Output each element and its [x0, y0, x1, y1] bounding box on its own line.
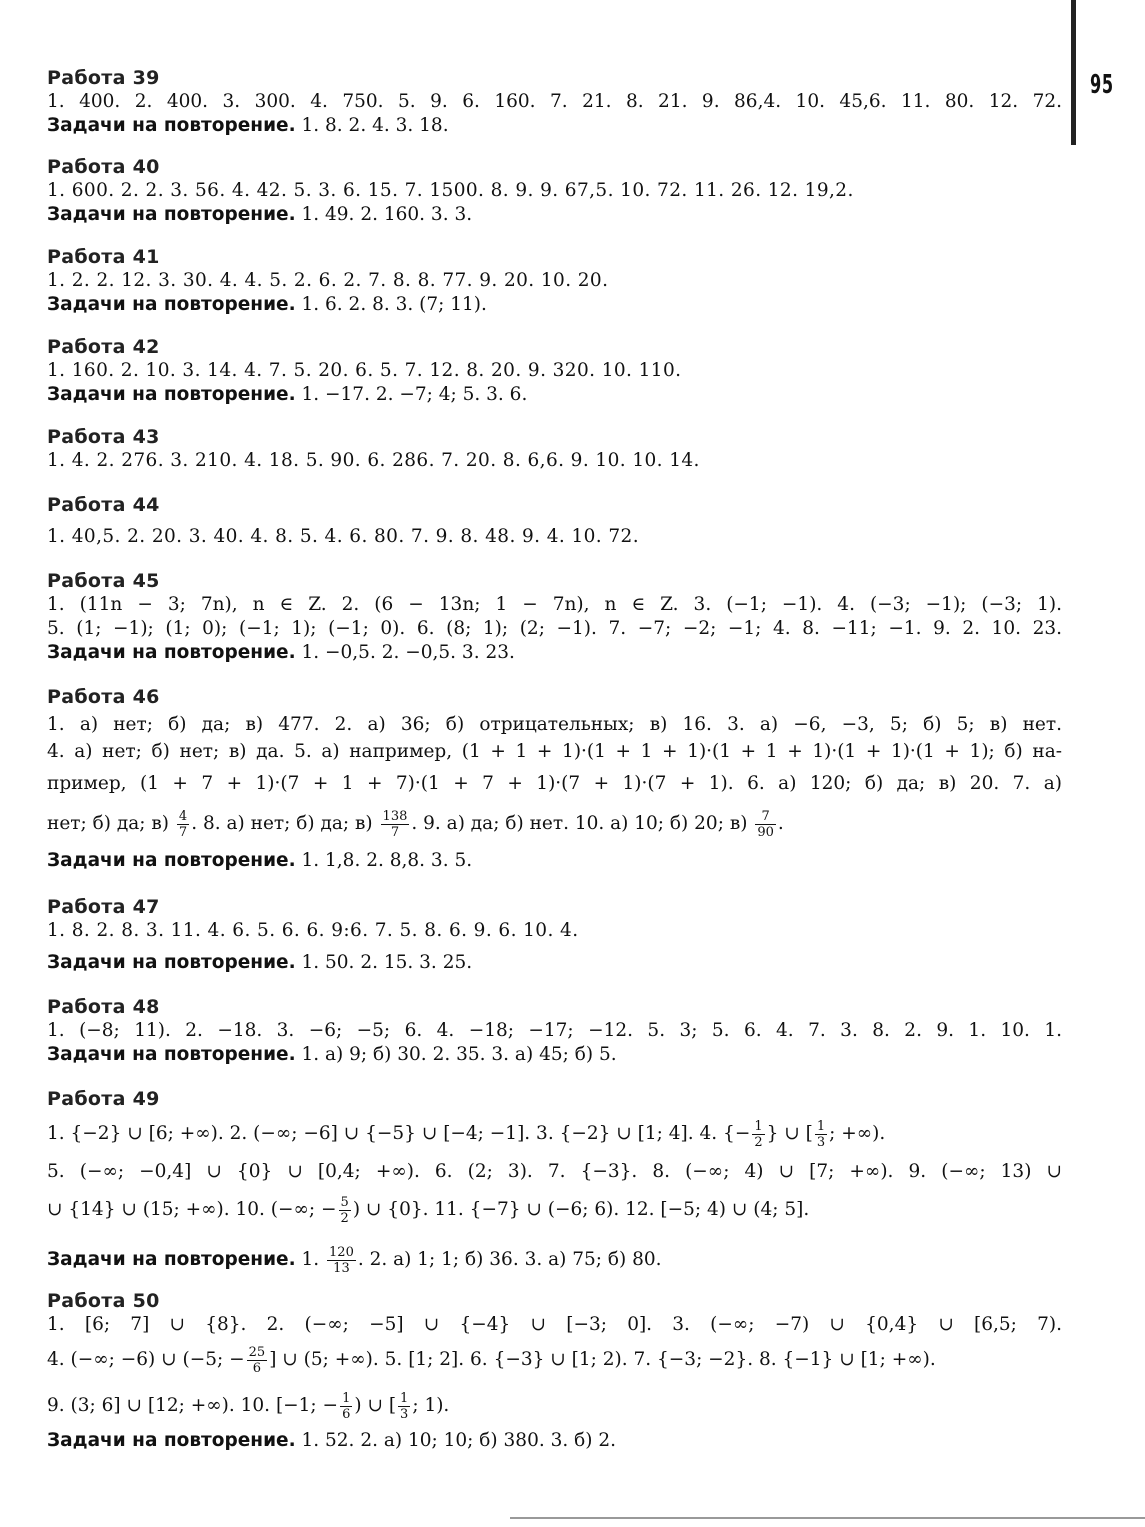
review-text: 1. −0,5. 2. −0,5. 3. 23. [295, 642, 515, 663]
text-part: . 8. а) нет; б) да; в) [191, 813, 379, 834]
answer-line: 5. (1; −1); (1; 0); (−1; 1); (−1; 0). 6. (8; 1); (2; −1). 7. −7; −2; −1; 4. 8. −11; −1. 9. 2. 10. 23. [47, 618, 1062, 639]
answer-line: пример, (1 + 7 + 1)·(7 + 1 + 7)·(1 + 7 + 1)·(7 + 1)·(7 + 1). 6. а) 120; б) да; в) 20. 7. а) [47, 773, 1062, 794]
denominator: 3 [816, 1134, 826, 1150]
review-line [47, 293, 1062, 317]
section-title: Работа 49 [47, 1088, 160, 1110]
denominator: 7 [178, 824, 188, 840]
fraction [752, 1119, 764, 1150]
review-text: 1. а) 9; б) 30. 2. 35. 3. а) 45; б) 5. [295, 1044, 617, 1065]
section-40 [47, 155, 1062, 227]
text-part: ) ∪ [ [354, 1395, 397, 1416]
section-48 [47, 995, 1062, 1067]
text-part: 9. (3; 6] ∪ [12; +∞). 10. [−1; − [47, 1395, 339, 1416]
numerator: 138 [382, 808, 408, 824]
numerator: 7 [755, 809, 776, 825]
answer-line: 5. (−∞; −0,4] ∪ {0} ∪ [0,4; +∞). 6. (2; 3). 7. {−3}. 8. (−∞; 4) ∪ [7; +∞). 9. (−∞; 13) ∪ [47, 1161, 1062, 1182]
review-text: 1. 8. 2. 4. 3. 18. [295, 115, 449, 136]
section-45 [47, 569, 1062, 665]
answer-line: 1. 2. 2. 12. 3. 30. 4. 4. 5. 2. 6. 2. 7. 8. 8. 77. 9. 20. 10. 20. [47, 270, 609, 291]
fraction [398, 1391, 410, 1422]
fraction [755, 809, 776, 840]
text-part: . 9. а) да; б) нет. 10. а) 10; б) 20; в) [411, 813, 754, 834]
section-42 [47, 335, 1062, 407]
numerator: 1 [816, 1118, 826, 1134]
answer-line: 1. 4. 2. 276. 3. 210. 4. 18. 5. 90. 6. 286. 7. 20. 8. 6,6. 9. 10. 10. 14. [47, 450, 700, 471]
denominator: 6 [342, 1406, 351, 1422]
answer-line-with-fractions [47, 1383, 1062, 1429]
denominator: 90 [757, 824, 774, 840]
fraction [327, 1245, 356, 1276]
answer-line: 1. [6; 7] ∪ {8}. 2. (−∞; −5] ∪ {−4} ∪ [−3; 0]. 3. (−∞; −7) ∪ {0,4} ∪ [6,5; 7). [47, 1314, 1062, 1335]
review-label: Задачи на повторение. [47, 1044, 296, 1065]
review-label: Задачи на повторение. [47, 1430, 296, 1451]
review-label: Задачи на повторение. [47, 642, 296, 663]
text-part: 1. {−2} ∪ [6; +∞). 2. (−∞; −6] ∪ {−5} ∪ [−4; −1]. 3. {−2} ∪ [1; 4]. 4. [47, 1123, 724, 1144]
review-label: Задачи на повторение. [47, 384, 296, 405]
answer-line-with-fractions [47, 1111, 1062, 1157]
answer-line: 1. а) нет; б) да; в) 477. 2. а) 36; б) отрицательных; в) 16. 3. а) −6, −3, 5; б) 5; в) нет. [47, 714, 1062, 735]
review-line [47, 203, 1062, 227]
answer-line: 4. а) нет; б) нет; в) да. 5. а) например, (1 + 1 + 1)·(1 + 1 + 1)·(1 + 1 + 1)·(1 + 1)·(1 + 1); б) на- [47, 741, 1062, 762]
section-title: Работа 47 [47, 896, 160, 918]
text-part: ; +∞). [829, 1123, 886, 1144]
fraction [177, 809, 189, 840]
denominator: 3 [400, 1406, 409, 1422]
review-line [47, 849, 1062, 873]
section-title: Работа 43 [47, 426, 160, 448]
answer-line-with-fractions [47, 801, 1062, 847]
review-line [47, 641, 1062, 665]
answer-line-with-fractions [47, 1187, 1062, 1233]
answer-line: 1. 400. 2. 400. 3. 300. 4. 750. 5. 9. 6. 160. 7. 21. 8. 21. 9. 86,4. 10. 45,6. 11. 80. 12. 72. [47, 91, 1062, 112]
section-41 [47, 245, 1062, 317]
section-50 [47, 1289, 1062, 1453]
review-line [47, 1043, 1062, 1067]
review-line [47, 383, 1062, 407]
section-47 [47, 895, 1062, 975]
review-text: 1. 1,8. 2. 8,8. 3. 5. [295, 850, 473, 871]
review-text: 1. 49. 2. 160. 3. 3. [295, 204, 473, 225]
text-part: ) ∪ {0}. 11. {−7} ∪ (−6; 6). 12. [−5; 4) ∪ (4; 5]. [352, 1199, 810, 1220]
fraction [815, 1119, 827, 1150]
text-part: 4. (−∞; −6) ∪ (−5; − [47, 1349, 245, 1370]
review-label: Задачи на повторение. [47, 952, 296, 973]
page-bottom-edge [510, 1517, 1145, 1519]
text-part: . 2. а) 1; 1; б) 36. 3. а) 75; б) 80. [357, 1249, 662, 1270]
answer-line: 1. 600. 2. 2. 3. 56. 4. 42. 5. 3. 6. 15. 7. 1500. 8. 9. 9. 67,5. 10. 72. 11. 26. 12. 19,2. [47, 180, 854, 201]
numerator: 1 [754, 1118, 763, 1134]
review-text: 1. 52. 2. а) 10; 10; б) 380. 3. б) 2. [295, 1430, 617, 1451]
denominator: 2 [754, 1134, 763, 1150]
review-label: Задачи на повторение. [47, 204, 296, 225]
answer-line: 1. 40,5. 2. 20. 3. 40. 4. 8. 5. 4. 6. 80. 7. 9. 8. 48. 9. 4. 10. 72. [47, 526, 639, 547]
text-part: ∪ {14} ∪ (15; +∞). 10. (−∞; − [47, 1199, 337, 1220]
review-label: Задачи на повторение. [47, 115, 296, 136]
answer-line-with-fractions [47, 1337, 1062, 1383]
numerator: 25 [248, 1344, 266, 1360]
fraction [340, 1391, 352, 1422]
text-part: } ∪ [ [766, 1123, 813, 1144]
section-title: Работа 46 [47, 686, 160, 708]
section-43 [47, 425, 1062, 473]
review-line [47, 1237, 1062, 1283]
section-title: Работа 42 [47, 336, 160, 358]
answer-line: 1. 8. 2. 8. 3. 11. 4. 6. 5. 6. 6. 9:6. 7. 5. 8. 6. 9. 6. 10. 4. [47, 920, 579, 941]
answers-content [47, 66, 1062, 1453]
denominator: 13 [333, 1260, 350, 1276]
text-part: ; 1). [412, 1395, 450, 1416]
review-line [47, 951, 1062, 975]
review-text: 1. 6. 2. 8. 3. (7; 11). [295, 294, 487, 315]
section-title: Работа 41 [47, 246, 160, 268]
review-text: 1. 50. 2. 15. 3. 25. [295, 952, 473, 973]
denominator: 7 [390, 824, 400, 840]
section-39 [47, 66, 1062, 138]
text-part: нет; б) да; в) [47, 813, 175, 834]
section-49 [47, 1087, 1062, 1283]
section-44 [47, 493, 1062, 549]
page-number: 95 [1090, 70, 1114, 100]
denominator: 6 [252, 1360, 262, 1376]
text-part: {− [723, 1123, 751, 1144]
section-title: Работа 48 [47, 996, 160, 1018]
section-title: Работа 45 [47, 570, 160, 592]
page-edge-bar [1071, 0, 1076, 145]
numerator: 5 [340, 1194, 349, 1210]
section-title: Работа 40 [47, 156, 160, 178]
section-title: Работа 50 [47, 1290, 160, 1312]
text-part: ] ∪ (5; +∞). 5. [1; 2]. 6. {−3} ∪ [1; 2). 7. {−3; −2}. 8. {−1} ∪ [1; +∞). [269, 1349, 936, 1370]
answer-line: 1. (11n − 3; 7n), n ∈ Z. 2. (6 − 13n; 1 − 7n), n ∈ Z. 3. (−1; −1). 4. (−3; −1); (−3; 1). [47, 594, 1062, 615]
review-label: Задачи на повторение. [47, 294, 296, 315]
section-title: Работа 39 [47, 67, 160, 89]
answer-line: 1. 160. 2. 10. 3. 14. 4. 7. 5. 20. 6. 5. 7. 12. 8. 20. 9. 320. 10. 110. [47, 360, 682, 381]
fraction [381, 809, 410, 840]
numerator: 1 [400, 1390, 409, 1406]
text-part: . [777, 813, 784, 834]
review-line [47, 1429, 1062, 1453]
review-label: Задачи на повторение. [47, 850, 296, 871]
answer-line: 1. (−8; 11). 2. −18. 3. −6; −5; 6. 4. −18; −17; −12. 5. 3; 5. 6. 4. 7. 3. 8. 2. 9. 1. 10. 1. [47, 1020, 1062, 1041]
review-line [47, 114, 1062, 138]
section-46 [47, 685, 1062, 873]
numerator: 120 [329, 1244, 354, 1260]
denominator: 2 [340, 1210, 349, 1226]
numerator: 1 [342, 1390, 351, 1406]
fraction [339, 1195, 351, 1226]
review-text: 1. −17. 2. −7; 4; 5. 3. 6. [295, 384, 528, 405]
numerator: 4 [178, 808, 188, 824]
section-title: Работа 44 [47, 494, 160, 516]
review-label: Задачи на повторение. [47, 1249, 296, 1270]
text-part: 1. [295, 1249, 326, 1270]
fraction [247, 1345, 268, 1376]
